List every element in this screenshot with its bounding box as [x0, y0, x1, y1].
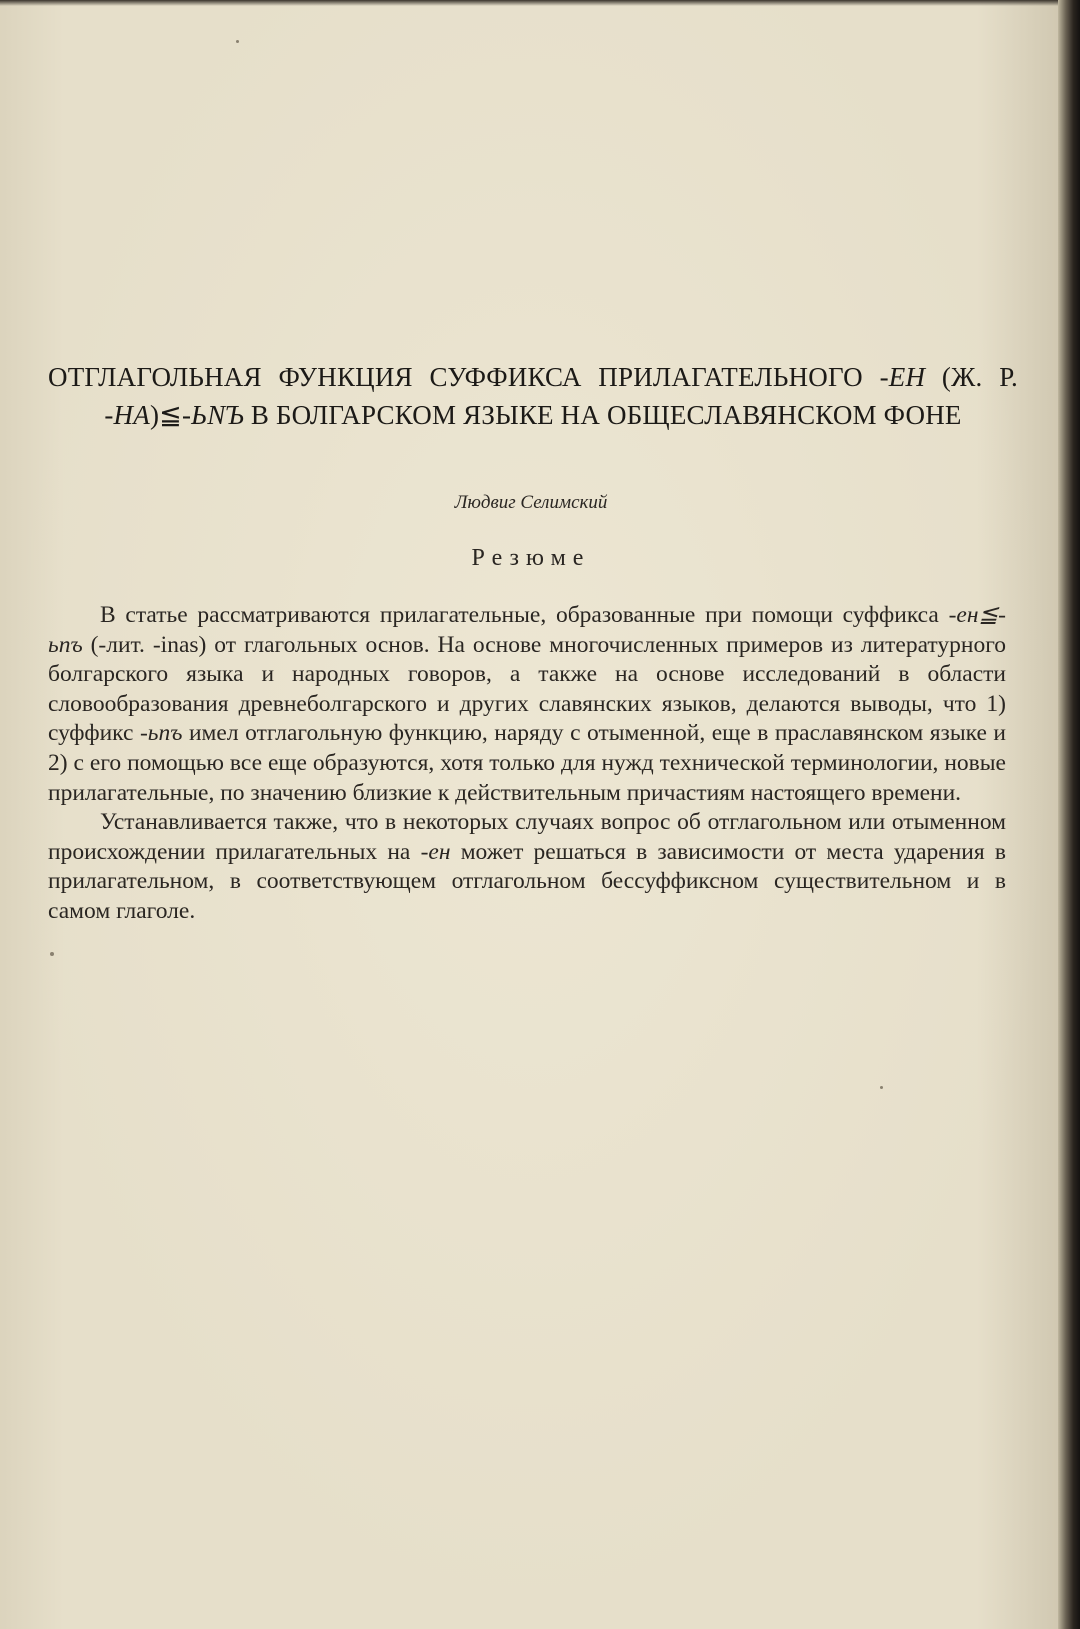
paragraph1-suffix-1: -ен≦-ьnъ	[48, 602, 1006, 658]
paper-speck	[236, 40, 239, 43]
paragraph2-text-1: Устанавливается также, что в некоторых случаях вопрос об отглагольном или отыменном происхождении прилагательных на	[48, 809, 1006, 865]
title-text-2: (Ж. Р.	[925, 362, 1018, 392]
abstract-body	[48, 601, 1006, 927]
paper-speck	[880, 1086, 883, 1089]
title-suffix-na: -НА	[104, 400, 150, 430]
abstract-paragraph-1	[48, 601, 1006, 808]
paragraph1-text-1: В статье рассматриваются прилагательные, образованные при помощи суффикса	[100, 602, 949, 628]
title-text-1: ОТГЛАГОЛЬНАЯ ФУНКЦИЯ СУФФИКСА ПРИЛАГАТЕЛЬНОГО	[48, 362, 880, 392]
title-text-3: )≦	[149, 400, 182, 430]
title-suffix-bn: -ЬNЪ	[181, 400, 244, 430]
abstract-paragraph-2	[48, 808, 1006, 926]
paragraph2-suffix: -ен	[420, 838, 451, 865]
paragraph1-text-2: (-лит. -inas) от глагольных основ. На основе многочисленных примеров из литературного болгарского языка и народных говоров, а также на основе исследований в области словообразования древнеболгарского и других славянских языков, делаются выводы, что 1) суффикс	[48, 631, 1006, 747]
paragraph1-text-3: имел отглагольную функцию, наряду с отыменной, еще в праславянском языке и 2) с его помощью все еще образуются, хотя только для нужд технической терминологии, новые прилагательные, по значению близкие к действительным причастиям настоящего времени.	[48, 720, 1006, 806]
author-name: Людвиг Селимский	[454, 492, 608, 513]
paper-speck	[50, 952, 54, 956]
book-spine-edge	[1058, 0, 1080, 1629]
paragraph2-text-2: может решаться в зависимости от места ударения в прилагательном, в соответствующем отглагольном бессуффиксном существительном и в самом глаголе.	[48, 838, 1006, 924]
paragraph1-suffix-2: -ьnъ	[139, 720, 183, 747]
section-heading: Резюме	[471, 545, 591, 571]
title-suffix-en: -ЕН	[879, 362, 926, 392]
title-text-4: В БОЛГАРСКОМ ЯЗЫКЕ НА ОБЩЕСЛАВЯНСКОМ ФОНЕ	[243, 400, 962, 430]
article-title	[48, 358, 1018, 434]
page-top-shadow	[0, 0, 1062, 6]
